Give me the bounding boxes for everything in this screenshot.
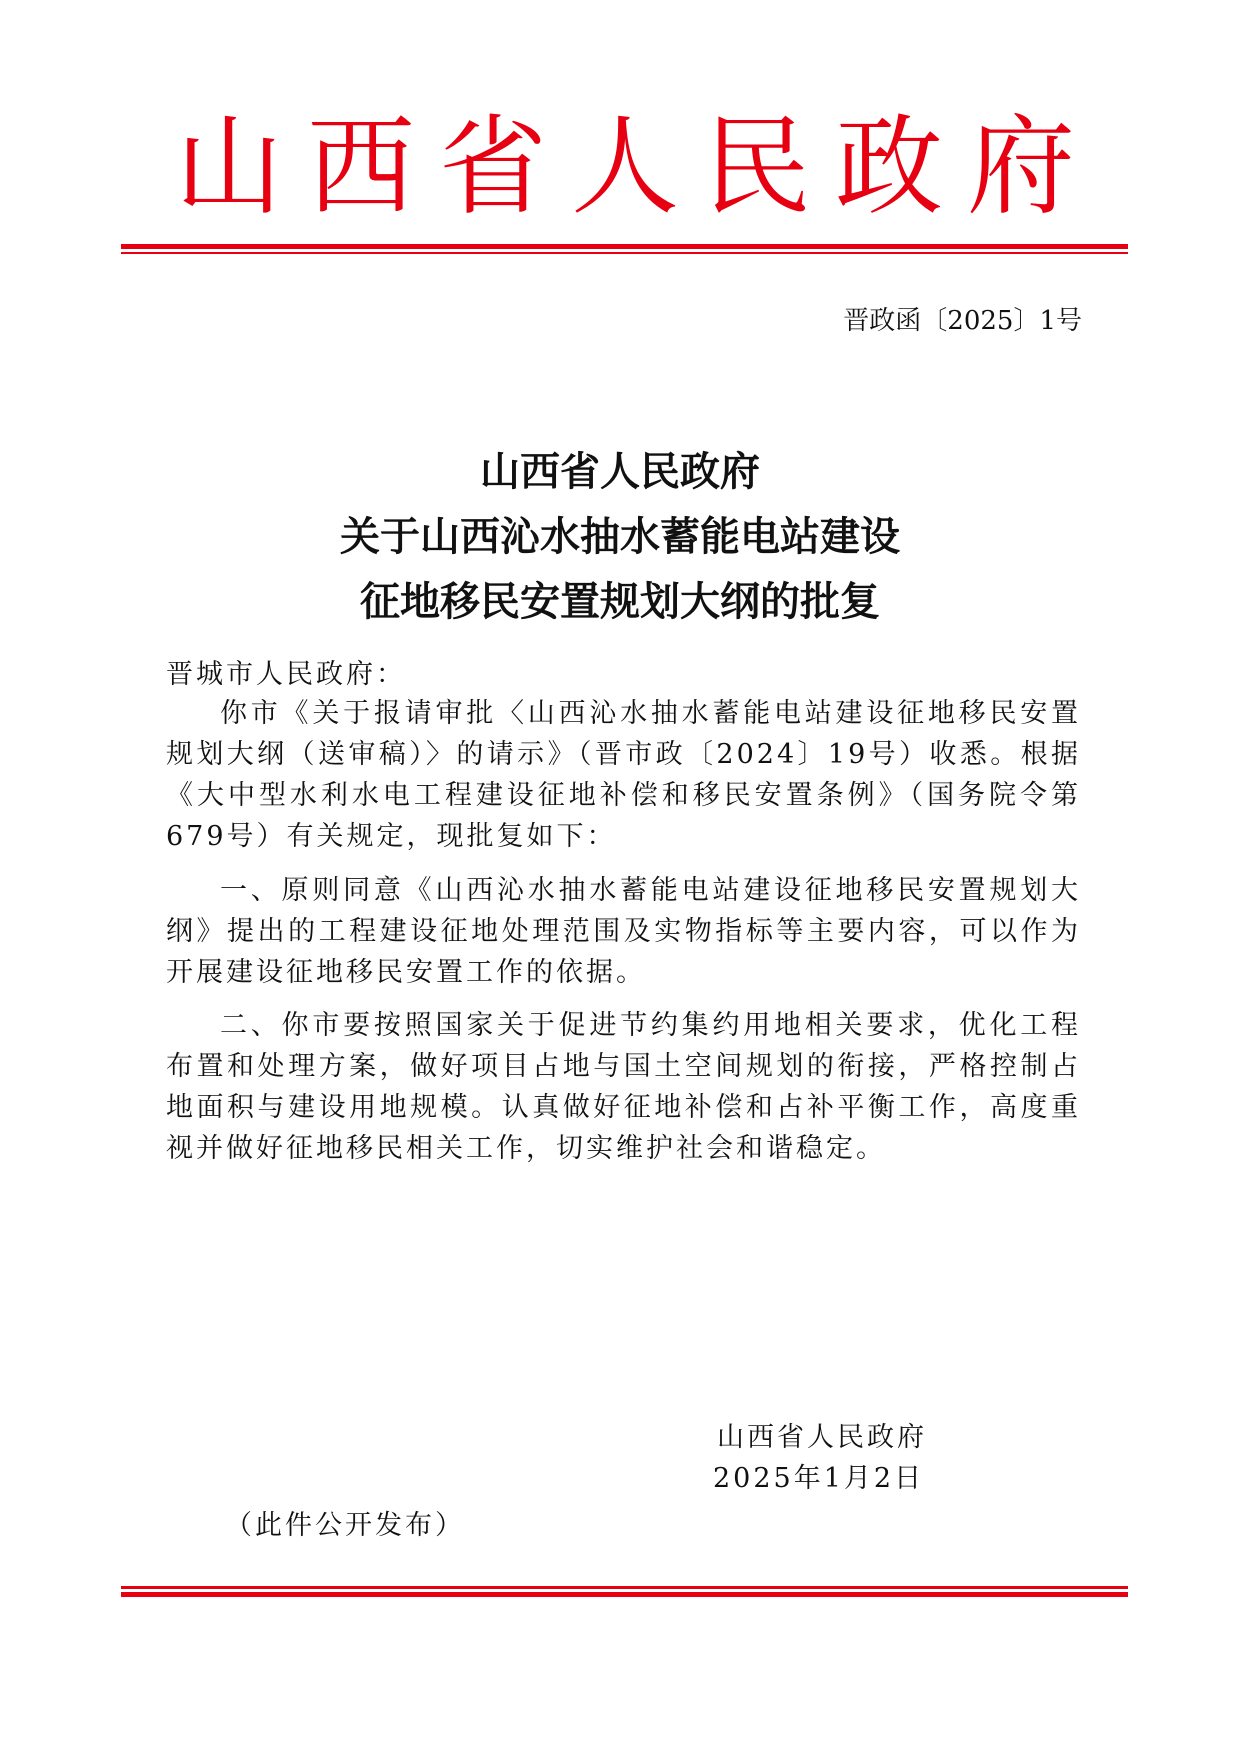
paragraph-2: 一、原则同意《山西沁水抽水蓄能电站建设征地移民安置规划大纲》提出的工程建设征地处理范围及实物指标等主要内容，可以作为开展建设征地移民安置工作的依据。 (166, 875, 1081, 988)
paragraph-1: 你市《关于报请审批〈山西沁水抽水蓄能电站建设征地移民安置规划大纲（送审稿）〉的请示》（晋市政〔2024〕19号）收悉。根据《大中型水利水电工程建设征地补偿和移民安置条例》（国务院令第679号）有关规定，现批复如下： (166, 698, 1081, 852)
salutation: 晋城市人民政府： (166, 659, 406, 690)
masthead-rule-thick (121, 244, 1128, 249)
title-line-1: 山西省人民政府 (480, 449, 760, 495)
public-release-note: （此件公开发布） (225, 1510, 465, 1541)
footer-rule-thick (121, 1592, 1128, 1597)
masthead-title: 山西省人民政府 (175, 105, 1100, 230)
signature-date: 2025年1月2日 (713, 1463, 925, 1494)
signature-org: 山西省人民政府 (717, 1422, 927, 1453)
paragraph-3: 二、你市要按照国家关于促进节约集约用地相关要求，优化工程布置和处理方案，做好项目占地与国土空间规划的衔接，严格控制占地面积与建设用地规模。认真做好征地补偿和占补平衡工作，高度重视并做好征地移民相关工作，切实维护社会和谐稳定。 (166, 1010, 1081, 1164)
footer-rule-thin (121, 1586, 1128, 1589)
document-number: 晋政函〔2025〕1号 (843, 306, 1082, 336)
title-line-2: 关于山西沁水抽水蓄能电站建设 (340, 514, 900, 560)
title-line-3: 征地移民安置规划大纲的批复 (360, 579, 880, 625)
masthead-rule-thin (121, 252, 1128, 254)
